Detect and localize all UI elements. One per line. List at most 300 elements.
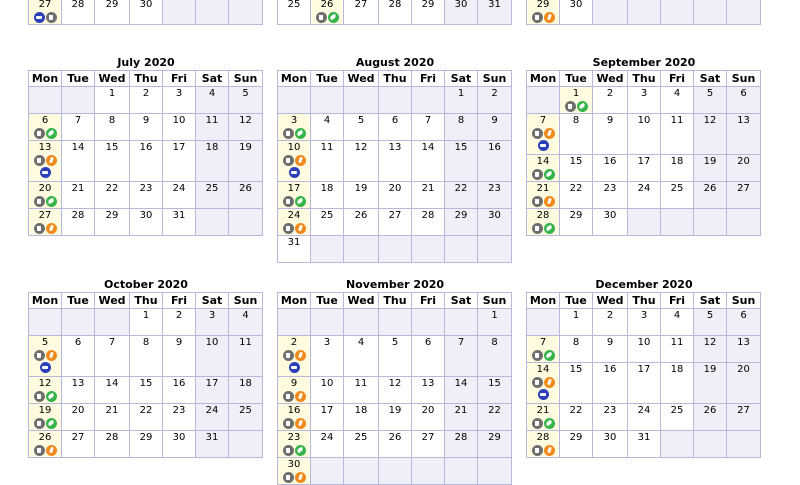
general-waste-icon (532, 350, 543, 361)
empty-day-cell (628, 209, 661, 236)
garden-waste-icon (577, 101, 588, 112)
day-cell (95, 377, 130, 404)
day-cell (661, 87, 694, 114)
day-number: 30 (287, 459, 301, 470)
day-cell (478, 309, 512, 336)
garden-waste-icon (46, 196, 57, 207)
day-number: 9 (606, 115, 614, 126)
day-cell (196, 431, 229, 458)
day-cell (445, 87, 478, 114)
day-cell (344, 182, 379, 209)
empty-day-cell (344, 309, 379, 336)
day-cell (727, 309, 761, 336)
month-grid (526, 70, 761, 236)
day-number: 26 (388, 432, 402, 443)
empty-day-cell (593, 0, 628, 25)
month-title: November 2020 (345, 278, 445, 291)
day-number: 15 (569, 156, 583, 167)
empty-day-cell (196, 209, 229, 236)
empty-day-cell (379, 309, 412, 336)
empty-day-cell (379, 236, 412, 263)
day-cell (661, 182, 694, 209)
empty-day-cell (29, 87, 62, 114)
day-number: 17 (320, 405, 334, 416)
day-cell (278, 236, 311, 263)
day-number: 7 (74, 115, 82, 126)
day-cell (412, 209, 445, 236)
day-number: 13 (737, 337, 750, 348)
collection-icons (29, 223, 61, 234)
day-cell (344, 404, 379, 431)
day-cell (628, 87, 661, 114)
day-number: 18 (670, 364, 684, 375)
day-number: 30 (603, 432, 617, 443)
day-cell (727, 363, 761, 404)
general-waste-icon (532, 128, 543, 139)
weekday-header: Tue (560, 293, 593, 309)
day-cell (694, 336, 727, 363)
day-cell (445, 209, 478, 236)
empty-day-cell (727, 209, 761, 236)
day-cell (95, 182, 130, 209)
day-number: 2 (175, 310, 183, 321)
food-waste-icon (46, 223, 57, 234)
day-number: 24 (320, 432, 334, 443)
day-cell (130, 377, 163, 404)
day-cell (560, 182, 593, 209)
day-cell (661, 363, 694, 404)
day-cell (95, 0, 130, 25)
day-number: 31 (172, 210, 186, 221)
day-cell (95, 114, 130, 141)
day-number: 31 (488, 0, 501, 10)
day-number: 21 (536, 183, 550, 194)
day-number: 23 (603, 405, 617, 416)
weekday-header: Tue (311, 293, 344, 309)
recycling-icon (538, 140, 549, 151)
day-number: 23 (172, 405, 186, 416)
day-number: 26 (320, 0, 334, 10)
collection-icons (527, 196, 559, 207)
day-number: 25 (239, 405, 252, 416)
empty-day-cell (661, 431, 694, 458)
day-cell (560, 336, 593, 363)
empty-day-cell (412, 87, 445, 114)
day-number: 16 (488, 142, 501, 153)
collection-icons (527, 140, 559, 151)
garden-waste-icon (544, 223, 555, 234)
day-number: 2 (491, 88, 498, 99)
day-cell (95, 209, 130, 236)
day-number: 24 (637, 183, 651, 194)
day-cell (560, 209, 593, 236)
month-calendar-dec (526, 278, 762, 457)
day-number: 4 (208, 88, 216, 99)
day-cell (478, 431, 512, 458)
day-cell (412, 404, 445, 431)
day-cell (445, 182, 478, 209)
empty-day-cell (727, 0, 761, 25)
weekday-header: Mon (278, 293, 311, 309)
food-waste-icon (544, 196, 555, 207)
day-cell (379, 209, 412, 236)
day-number: 6 (41, 115, 49, 126)
day-cell (130, 209, 163, 236)
day-number: 23 (287, 432, 301, 443)
day-cell (727, 182, 761, 209)
day-number: 14 (71, 142, 85, 153)
weekday-header: Thu (628, 293, 661, 309)
day-number: 15 (569, 364, 583, 375)
month-grid (277, 292, 512, 485)
empty-day-cell (527, 87, 560, 114)
day-cell (62, 114, 95, 141)
day-cell (130, 141, 163, 182)
day-cell (344, 431, 379, 458)
food-waste-icon (46, 155, 57, 166)
general-waste-icon (283, 155, 294, 166)
day-cell (694, 363, 727, 404)
day-cell (478, 0, 512, 25)
month-grid (28, 70, 263, 236)
weekday-header: Wed (95, 71, 130, 87)
month-calendar-nov (277, 278, 513, 484)
day-number: 12 (354, 142, 368, 153)
food-waste-icon (295, 350, 306, 361)
day-number: 16 (139, 142, 153, 153)
weekday-header: Sat (445, 293, 478, 309)
day-cell (379, 431, 412, 458)
recycling-icon (40, 362, 51, 373)
weekday-header: Wed (593, 293, 628, 309)
day-number: 9 (142, 115, 150, 126)
day-number: 5 (706, 310, 714, 321)
day-cell (95, 141, 130, 182)
day-cell (311, 431, 344, 458)
food-waste-icon (544, 377, 555, 388)
general-waste-icon (532, 377, 543, 388)
month-calendar-aug (277, 56, 513, 262)
weekday-header: Thu (130, 71, 163, 87)
weekday-header: Sun (727, 71, 761, 87)
empty-day-cell (694, 209, 727, 236)
recycling-icon (538, 389, 549, 400)
day-number: 26 (38, 432, 52, 443)
day-number: 28 (105, 432, 119, 443)
weekday-header: Thu (628, 71, 661, 87)
garden-waste-icon (46, 391, 57, 402)
general-waste-icon (532, 169, 543, 180)
day-number: 30 (603, 210, 617, 221)
food-waste-icon (295, 391, 306, 402)
day-cell (478, 182, 512, 209)
collection-icons (278, 167, 310, 178)
garden-waste-icon (46, 128, 57, 139)
day-cell (560, 309, 593, 336)
day-cell (593, 404, 628, 431)
day-number: 9 (606, 337, 614, 348)
collection-icons (278, 223, 310, 234)
day-cell (163, 114, 196, 141)
day-number: 15 (454, 142, 468, 153)
day-number: 3 (175, 88, 183, 99)
day-number: 16 (603, 156, 617, 167)
empty-day-cell (379, 458, 412, 485)
empty-day-cell (311, 236, 344, 263)
empty-day-cell (478, 458, 512, 485)
day-number: 5 (41, 337, 49, 348)
empty-day-cell (412, 309, 445, 336)
day-number: 10 (637, 337, 651, 348)
day-number: 24 (287, 210, 301, 221)
collection-day-cell (560, 87, 593, 114)
day-cell (628, 309, 661, 336)
day-number: 29 (421, 0, 435, 10)
day-number: 13 (388, 142, 402, 153)
day-cell (412, 182, 445, 209)
day-cell (727, 336, 761, 363)
collection-day-cell (278, 404, 311, 431)
day-cell (163, 182, 196, 209)
day-number: 28 (454, 432, 468, 443)
day-number: 19 (239, 142, 252, 153)
day-cell (478, 377, 512, 404)
day-cell (229, 114, 263, 141)
day-cell (62, 141, 95, 182)
day-number: 10 (287, 142, 301, 153)
day-number: 30 (454, 0, 468, 10)
collection-day-cell (278, 182, 311, 209)
collection-icons (29, 128, 61, 139)
empty-day-cell (661, 0, 694, 25)
day-number: 3 (208, 310, 216, 321)
collection-day-cell (278, 377, 311, 404)
general-waste-icon (34, 223, 45, 234)
day-number: 18 (670, 156, 684, 167)
day-cell (727, 404, 761, 431)
day-cell (62, 336, 95, 377)
day-number: 22 (105, 183, 119, 194)
day-cell (628, 155, 661, 182)
day-number: 27 (421, 432, 435, 443)
day-cell (694, 404, 727, 431)
weekday-header: Fri (163, 71, 196, 87)
weekday-header: Tue (62, 293, 95, 309)
weekday-header: Sun (478, 293, 512, 309)
weekday-header: Sat (694, 293, 727, 309)
day-number: 20 (421, 405, 435, 416)
weekday-header: Sat (445, 71, 478, 87)
empty-day-cell (278, 309, 311, 336)
day-cell (445, 0, 478, 25)
day-number: 27 (354, 0, 368, 10)
day-number: 22 (569, 183, 583, 194)
day-cell (445, 114, 478, 141)
empty-day-cell (445, 236, 478, 263)
collection-icons (278, 128, 310, 139)
day-cell (412, 114, 445, 141)
day-cell (412, 141, 445, 182)
weekday-header: Fri (661, 293, 694, 309)
garden-waste-icon (544, 418, 555, 429)
empty-day-cell (95, 309, 130, 336)
day-number: 11 (205, 115, 219, 126)
day-number: 28 (536, 210, 550, 221)
general-waste-icon (283, 391, 294, 402)
empty-day-cell (62, 87, 95, 114)
day-number: 12 (239, 115, 252, 126)
day-cell (593, 336, 628, 363)
day-cell (196, 336, 229, 377)
day-number: 1 (108, 88, 116, 99)
day-number: 21 (71, 183, 85, 194)
day-number: 6 (424, 337, 432, 348)
collection-day-cell (29, 0, 62, 25)
day-cell (311, 209, 344, 236)
collection-day-cell (29, 336, 62, 377)
collection-icons (527, 377, 559, 388)
weekday-header: Wed (344, 71, 379, 87)
food-waste-icon (544, 12, 555, 23)
day-number: 27 (388, 210, 402, 221)
day-number: 14 (536, 156, 550, 167)
month-grid (28, 292, 263, 458)
month-title: July 2020 (117, 56, 175, 69)
collection-day-cell (311, 0, 344, 25)
day-number: 26 (354, 210, 368, 221)
day-number: 7 (539, 337, 547, 348)
day-number: 5 (391, 337, 399, 348)
collection-icons (278, 155, 310, 166)
day-cell (229, 182, 263, 209)
general-waste-icon (34, 445, 45, 456)
day-cell (560, 431, 593, 458)
day-number: 28 (388, 0, 402, 10)
day-number: 18 (320, 183, 334, 194)
day-number: 4 (357, 337, 365, 348)
day-cell (196, 404, 229, 431)
day-cell (478, 404, 512, 431)
day-cell (694, 87, 727, 114)
day-cell (344, 141, 379, 182)
day-number: 27 (38, 0, 52, 10)
day-cell (379, 404, 412, 431)
recycling-icon (289, 167, 300, 178)
day-cell (478, 209, 512, 236)
day-cell (593, 87, 628, 114)
day-number: 19 (703, 156, 717, 167)
collection-day-cell (527, 363, 560, 404)
collection-icons (527, 389, 559, 400)
day-number: 3 (290, 115, 298, 126)
day-number: 29 (536, 0, 550, 10)
collection-icons (278, 362, 310, 373)
day-number: 11 (670, 337, 684, 348)
day-number: 29 (569, 210, 583, 221)
day-cell (593, 363, 628, 404)
day-number: 1 (491, 310, 498, 321)
collection-icons (278, 472, 310, 483)
empty-day-cell (29, 309, 62, 336)
collection-day-cell (29, 114, 62, 141)
weekday-header: Fri (412, 71, 445, 87)
day-number: 19 (388, 405, 402, 416)
day-number: 4 (242, 310, 249, 321)
day-cell (130, 431, 163, 458)
collection-day-cell (527, 0, 560, 25)
weekday-header: Wed (344, 293, 379, 309)
empty-day-cell (229, 431, 263, 458)
day-number: 16 (287, 405, 301, 416)
empty-day-cell (344, 236, 379, 263)
day-number: 21 (421, 183, 435, 194)
month-grid (277, 0, 512, 25)
day-cell (229, 377, 263, 404)
day-number: 25 (670, 405, 684, 416)
day-cell (130, 309, 163, 336)
day-cell (95, 336, 130, 377)
day-number: 3 (640, 88, 648, 99)
garden-waste-icon (544, 350, 555, 361)
month-title: September 2020 (592, 56, 696, 69)
day-cell (278, 0, 311, 25)
month-calendar-may (277, 0, 513, 25)
garden-waste-icon (328, 12, 339, 23)
day-number: 12 (703, 115, 717, 126)
recycling-icon (289, 362, 300, 373)
day-cell (130, 336, 163, 377)
weekday-header: Sun (229, 71, 263, 87)
day-number: 20 (737, 364, 750, 375)
day-number: 13 (421, 378, 435, 389)
day-cell (62, 404, 95, 431)
collection-icons (527, 445, 559, 456)
day-number: 21 (105, 405, 119, 416)
day-number: 27 (737, 405, 750, 416)
day-number: 25 (670, 183, 684, 194)
day-cell (95, 87, 130, 114)
day-number: 11 (354, 378, 368, 389)
weekday-header: Fri (412, 293, 445, 309)
day-cell (445, 431, 478, 458)
collection-icons (29, 196, 61, 207)
collection-icons (29, 155, 61, 166)
day-cell (130, 182, 163, 209)
day-cell (130, 0, 163, 25)
day-cell (593, 209, 628, 236)
day-number: 14 (454, 378, 468, 389)
day-number: 17 (205, 378, 219, 389)
day-number: 23 (603, 183, 617, 194)
day-number: 11 (670, 115, 684, 126)
day-number: 9 (290, 378, 298, 389)
day-cell (560, 363, 593, 404)
day-number: 15 (488, 378, 501, 389)
day-number: 11 (320, 142, 334, 153)
day-number: 21 (536, 405, 550, 416)
day-number: 29 (105, 210, 119, 221)
day-cell (130, 114, 163, 141)
day-number: 7 (457, 337, 465, 348)
day-number: 22 (488, 405, 501, 416)
collection-day-cell (29, 404, 62, 431)
day-cell (311, 182, 344, 209)
day-number: 7 (424, 115, 432, 126)
day-number: 15 (105, 142, 119, 153)
day-cell (694, 155, 727, 182)
day-cell (593, 155, 628, 182)
empty-day-cell (311, 87, 344, 114)
